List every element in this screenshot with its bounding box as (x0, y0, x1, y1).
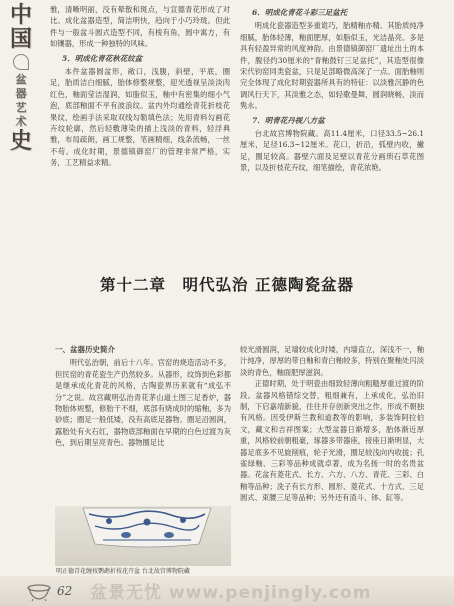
page-number: 62 (57, 584, 73, 598)
blue-white-bowl-image (81, 506, 213, 548)
figure-caption: 明正德青花缠枝鹦鹉折枝花卉盆 台北故宫博物院藏 (56, 568, 190, 575)
right-bottom-para-2: 正德时期，处于明瓷由细致轻薄向粗糙厚重过渡的阶段。盆器风格错综交替，粗细兼有，上承成化，弘治旧制，下启嘉靖新貌，往往并存创新突出之作，形成不朝独有风格。因受伊斯兰教和道教等的影响，多装饰阿拉伯文，藏文和吉祥图案；大型盆器日渐增多，胎体渐近厚重，风格较前朝粗豪，琢器多带器座，接座日渐明显，大器足底多不见旋削痕，轮子光滑，圈足较浅向内收拢；孔雀绿釉、三彩等品种成就卓著，成为名扬一时的名贵盆器。花盆有菱花式、长方、六方、八方、青花、三彩、白釉等品种；洗子有长方形、圆形、菱花式、十方式、三足圆式、束腰三足等品种；另外还有渣斗、钵、缸等。 (240, 379, 424, 503)
right-bottom-column (240, 344, 424, 504)
series-char-1: 中 (9, 2, 32, 28)
right-top-column (240, 4, 424, 174)
series-char-4: 器 (15, 87, 27, 100)
section-heading-history: 一、盆器历史简介 (55, 345, 115, 354)
section-heading-5: 5．明成化青花秋花纹盆 (62, 53, 143, 63)
chapter-title: 第十二章 明代弘治 正德陶瓷盆器 (100, 275, 354, 294)
series-char-3: 盆 (15, 73, 27, 86)
bonsai-pot-icon (26, 582, 52, 602)
right-top-para-1: 明成化瓷器造型多重诡巧，胎精釉亦精。其胎质纯净细腻，胎体轻薄，釉面肥厚，如脂似玉，光洁晶亮。多是具有轻盈异常的风度神韵。由景德镇御窑厂遗址出土的本件，腹径约30厘米的“青釉鼓钉三足盆托”，其造型很像宋代钧窑同类瓷盆，只是足部略微高深了一点。面胎釉则完全体现了成化时期瓷器所具有的特征：以淡雅沉静的色调风行天下，其淡雅之态，如轻歌曼舞，圆润晓畅，淡而隽永。 (240, 21, 424, 111)
chapter-heading (0, 266, 454, 302)
book-series-title (2, 4, 40, 152)
left-bottom-column (55, 344, 231, 449)
series-char-5: 艺 (15, 101, 27, 114)
bowl-photo (55, 506, 231, 566)
cloud-ornament-icon (13, 54, 29, 70)
right-bottom-para-1: 较光滑圆润，足墙较成化时矮，内墙直立，深浅不一，釉汁纯净，厚厚的带白釉和青白釉较多，特别在聚釉处闪淡淡的青色，釉面肥厚滋润。 (240, 345, 424, 377)
section-heading-7: 7．明青花丹视八方盆 (252, 115, 325, 125)
left-bottom-para-1: 明代弘治朝，前后十八年。官窑的烧造活动不多，但民窑的青花瓷生产仍然较多。从器形，纹饰到色彩都是继承成化青花的风格，古陶瓷界历来就有“成弘不分”之说。故宫藏明弘治青花茅山道土图三足香炉，器物胎体规整，修胎干不细，底部有烧成时的缩釉，多为砂底；圈足一般低矮，没有高底足器物。圈足沿圆润，露胎处有火石红，器物底部釉面在早期的白色过渡为灰色，到后期呈亮青色。器物圈足比 (55, 358, 231, 448)
series-char-6: 术 (15, 115, 27, 128)
series-char-7: 史 (9, 128, 32, 154)
left-top-para-1: 雅，清晰明丽，没有晕散和斑点，与宣德青花形成了对比。成化盆器造型，简洁明快，趋向于小巧玲珑。但此件与一般盆斗圆式造型不同，有棱有角，圆中寓方，有如镶器，形成一种独特的风味。 (50, 5, 230, 49)
left-top-para-2: 本件盆器圆盆形，敞口，浅腹，斜壁，平底，圈足，胎质洁白细腻，胎体修整规整，迎光透视呈淡淡肉红色，釉面莹洁湿润，如脂似玉，釉中有密集的细小气泡，底部釉面不平有波浪纹。盆内外均通绘青花折枝花果纹，绘画手法采取双线勾勒填色法；先用青料勾画花卉纹轮廓，然后轻敷薄染的描上浅淡的青料，轻浮典雅，布局疏朗，画工规整，笔画精细，线条流畅，一丝不苟。成化时期，景德镇御窑厂的管理非常严格，实务，工艺精益求精。 (50, 67, 230, 168)
section-heading-6: 6．明成化青花斗彩三足盆托 (252, 8, 348, 17)
series-char-2: 国 (9, 26, 32, 52)
right-top-para-2: 台北故宫博物院藏。高11.4厘米，口径33.5~26.1厘米，足径16.3~12厘米。花口，折沿，弧壁内收，撇足，圈足较高。器壁六面及足壁以青花分画琐石草花图景，以及折枝花卉纹，细笔描绘，青花浓艳。 (240, 129, 424, 173)
left-top-column (50, 4, 230, 169)
site-watermark: 盆景无忧 www.penjingly.com (90, 583, 372, 603)
